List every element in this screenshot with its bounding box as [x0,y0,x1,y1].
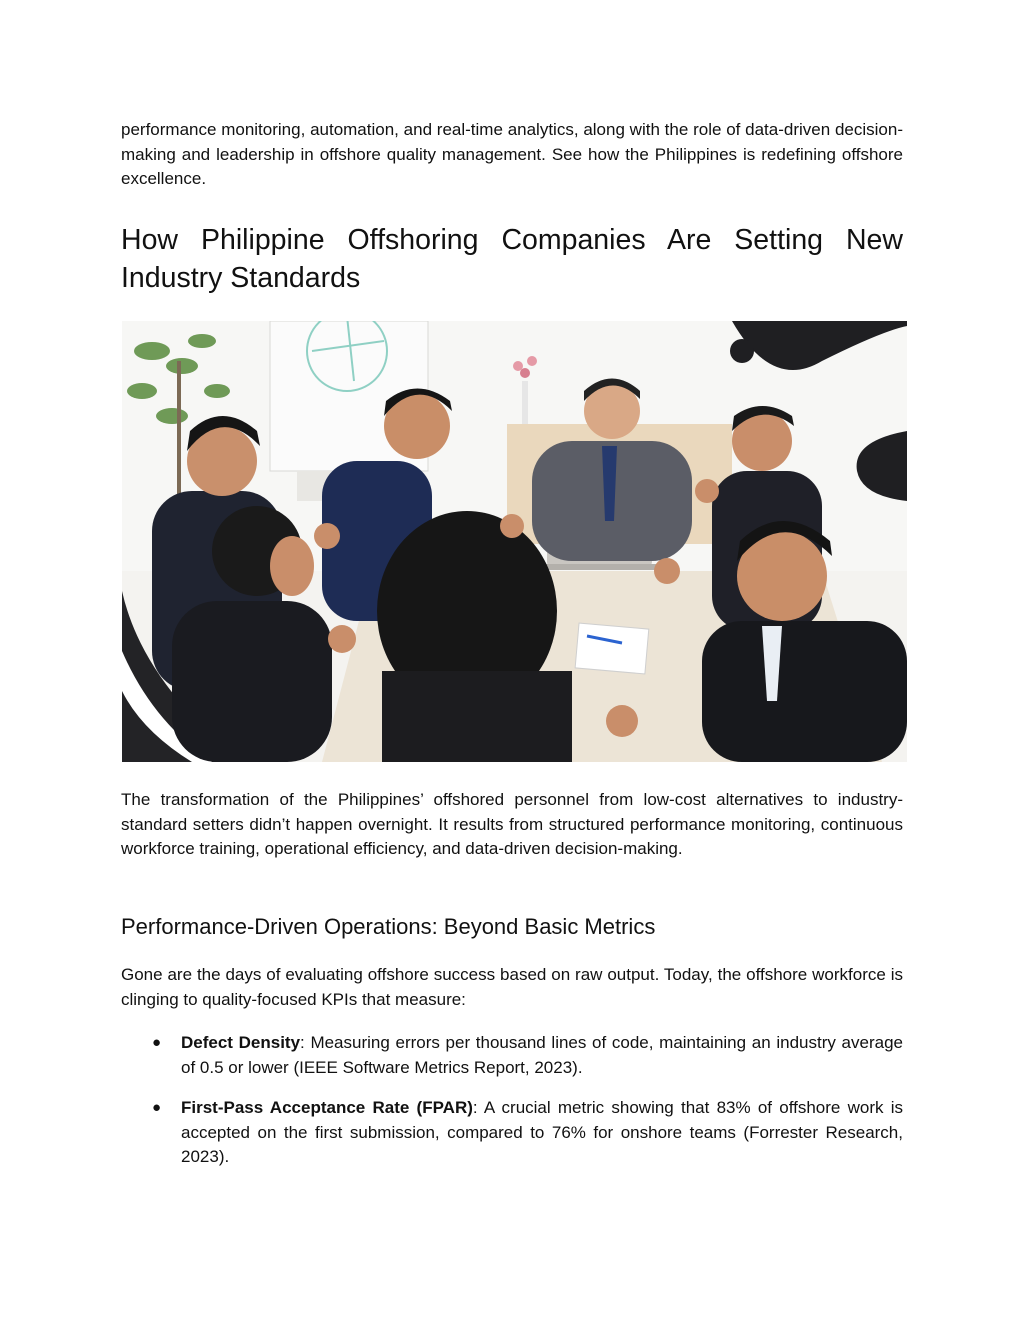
main-heading-line-1: How Philippine Offshoring Companies Are Setting New [121,224,903,256]
bullet-term: First-Pass Acceptance Rate (FPAR) [181,1098,473,1117]
intro-paragraph: performance monitoring, automation, and real-time analytics, along with the role of data-driven decision-making and leadership in offshore quality management. See how the Philippines is redefining offshore excellence. [121,120,903,188]
list-item [121,1031,903,1080]
list-item [121,1096,903,1170]
subheading-text: Performance-Driven Operations: Beyond Basic Metrics [121,914,656,939]
kpi-bullet-list [121,1031,903,1186]
main-heading-line-2: Industry Standards [121,261,361,294]
metrics-intro-paragraph: Gone are the days of evaluating offshore success based on raw output. Today, the offshore workforce is clinging to quality-focused KPIs that measure: [121,965,903,1009]
transformation-paragraph: The transformation of the Philippines’ offshored personnel from low-cost alternatives to industry-standard setters didn’t happen overnight. It results from structured performance monitoring, continuous workforce training, operational efficiency, and data-driven decision-making. [121,790,903,858]
bullet-text: : A crucial metric showing that 83% of offshore work is accepted on the first submission, compared to 76% for onshore teams (Forrester Research, 2023). [181,1098,903,1166]
bullet-text: : Measuring errors per thousand lines of code, maintaining an industry average of 0.5 or lower (IEEE Software Metrics Report, 2023). [181,1033,903,1077]
bullet-term: Defect Density [181,1033,301,1052]
bullet-icon: ● [152,1034,162,1051]
page-content [121,118,903,1166]
bullet-icon: ● [152,1099,162,1116]
photo-illustration [122,321,907,762]
main-heading [121,222,903,297]
subheading [121,912,903,942]
team-meeting-photo [122,321,907,762]
